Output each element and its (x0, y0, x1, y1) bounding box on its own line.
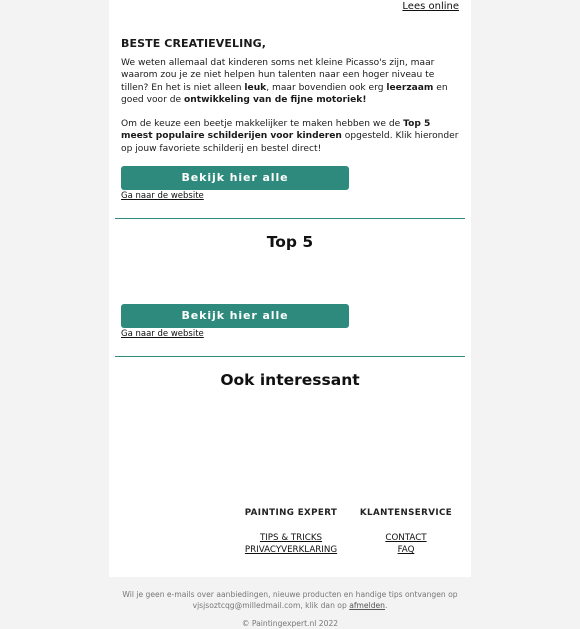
footer-link-contact[interactable]: CONTACT (385, 533, 427, 543)
top5-bold: Top 5 meest populaire schilderijen voor kinderen (121, 119, 431, 142)
lees-online-link[interactable]: Lees online (402, 1, 459, 12)
unsubscribe-note (110, 589, 470, 611)
view-all-paintings-button-2[interactable]: Bekijk hier alle kinderschilderijen (121, 304, 349, 328)
section-divider (115, 218, 465, 219)
intro-text-2: , maar bovendien ook erg (266, 82, 387, 93)
footer-link-tips[interactable]: TIPS & TRICKS (259, 533, 323, 543)
intro-text-1: We weten allemaal dat kinderen soms net kleine Picasso's zijn, maar waarom zou je ze niet helpen hun talenten naar een hoger niveau te tillen? En het is niet alleen (121, 58, 435, 93)
website-link[interactable]: Ga naar de website (121, 191, 204, 201)
view-all-paintings-button[interactable]: Bekijk hier alle kinderschilderijen (121, 166, 349, 190)
email-card (109, 0, 471, 577)
intro-paragraph (121, 57, 463, 106)
footer-link-privacy[interactable]: PRIVACYVERKLARING (244, 545, 338, 555)
footer-heading-klantenservice: KLANTENSERVICE (359, 508, 453, 518)
footer-link-faq[interactable]: FAQ (397, 545, 415, 555)
footer-heading-painting-expert: PAINTING EXPERT (244, 508, 338, 518)
unsubscribe-text: Wil je geen e-mails over aanbiedingen, nieuwe producten en handige tips ontvangen op vjsjsoztcqg@milledmail.com, klik dan op (122, 590, 458, 610)
footer-painting-expert (236, 508, 346, 556)
greeting-heading: BESTE CREATIEVELING, (121, 37, 267, 50)
top5-text-1: Om de keuze een beetje makkelijker te maken hebben we de (121, 119, 404, 129)
intro-bold-leerzaam: leerzaam (386, 82, 434, 93)
copyright: © Paintingexpert.nl 2022 (241, 619, 339, 628)
ook-interessant-title: Ook interessant (220, 371, 360, 389)
top5-title: Top 5 (266, 233, 314, 251)
intro-bold-leuk: leuk (244, 82, 267, 93)
top5-paragraph (121, 118, 463, 155)
intro-bold-motoriek: ontwikkeling van de fijne motoriek! (184, 94, 367, 105)
unsubscribe-link[interactable]: afmelden (349, 601, 385, 610)
unsubscribe-end: . (385, 601, 388, 610)
website-link-2[interactable]: Ga naar de website (121, 329, 204, 339)
section-divider-2 (115, 356, 465, 357)
top5-text-2: opgesteld. Klik hieronder op jouw favoriete schilderij en bestel direct! (121, 131, 459, 154)
intro-text-3: en goed voor de (121, 82, 448, 105)
footer-klantenservice (352, 508, 460, 556)
